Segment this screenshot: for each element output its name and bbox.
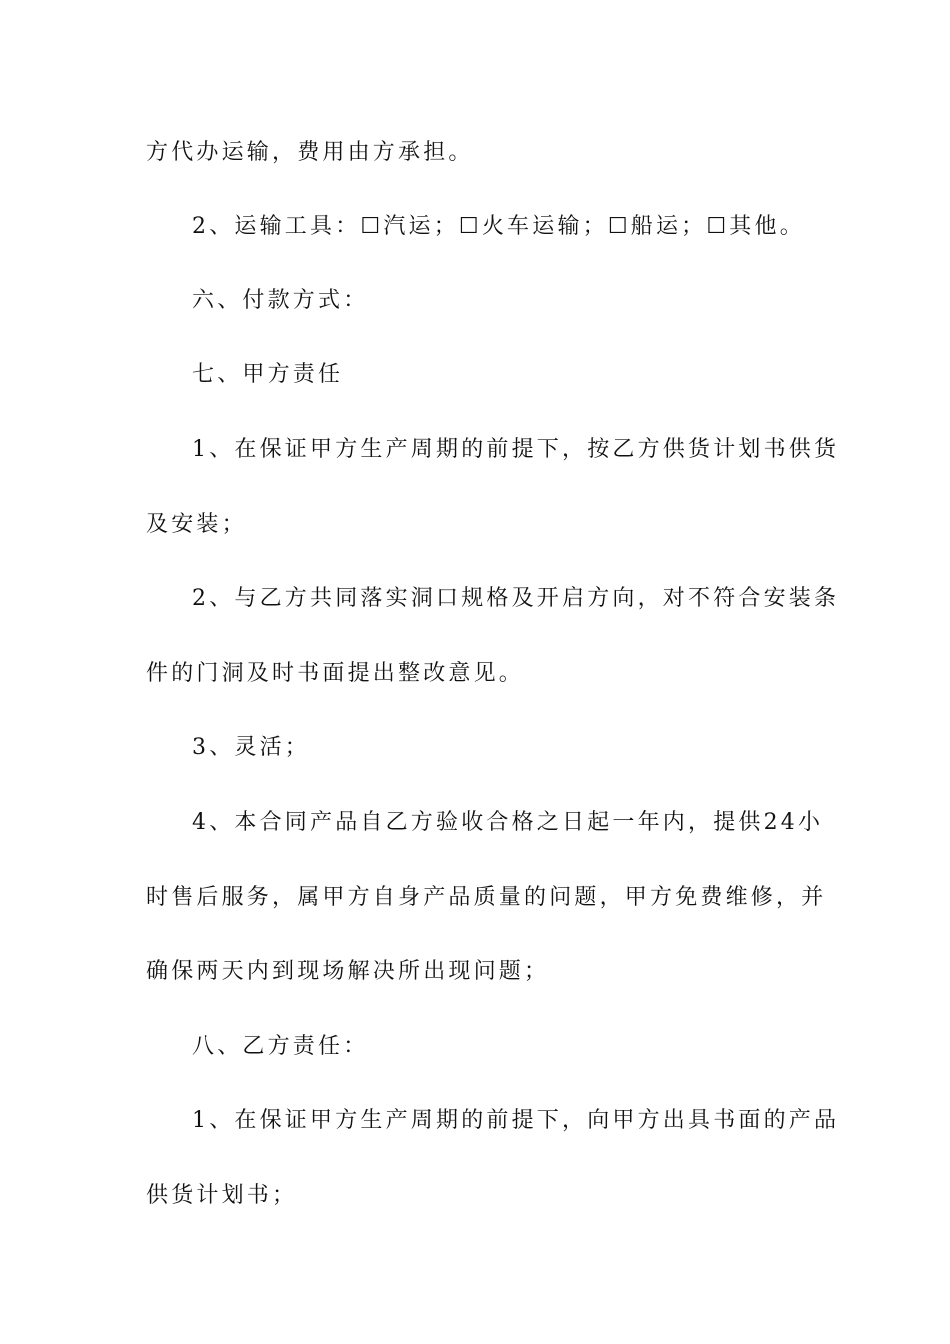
text-line-6: 及安装； [146, 512, 247, 537]
text-line-10: 4、本合同产品自乙方验收合格之日起一年内，提供24小 [192, 810, 824, 835]
section-heading-payment: 六、付款方式： [192, 288, 369, 313]
text-line-5: 1、在保证甲方生产周期的前提下，按乙方供货计划书供货 [192, 437, 840, 462]
text-line-7: 2、与乙方共同落实洞口规格及开启方向，对不符合安装条 [192, 586, 840, 611]
text-line-9: 3、灵活； [192, 735, 310, 760]
text-line-2: 2、运输工具：☐汽运；☐火车运输；☐船运；☐其他。 [192, 214, 805, 239]
text-line-1: 方代办运输，费用由方承担。 [146, 140, 474, 165]
section-heading-party-a: 七、甲方责任 [192, 362, 344, 387]
text-line-15: 供货计划书； [146, 1183, 298, 1208]
text-line-14: 1、在保证甲方生产周期的前提下，向甲方出具书面的产品 [192, 1108, 840, 1133]
text-line-11: 时售后服务，属甲方自身产品质量的问题，甲方免费维修，并 [146, 885, 827, 910]
text-line-8: 件的门洞及时书面提出整改意见。 [146, 661, 525, 686]
section-heading-party-b: 八、乙方责任： [192, 1034, 369, 1059]
text-line-12: 确保两天内到现场解决所出现问题； [146, 959, 550, 984]
